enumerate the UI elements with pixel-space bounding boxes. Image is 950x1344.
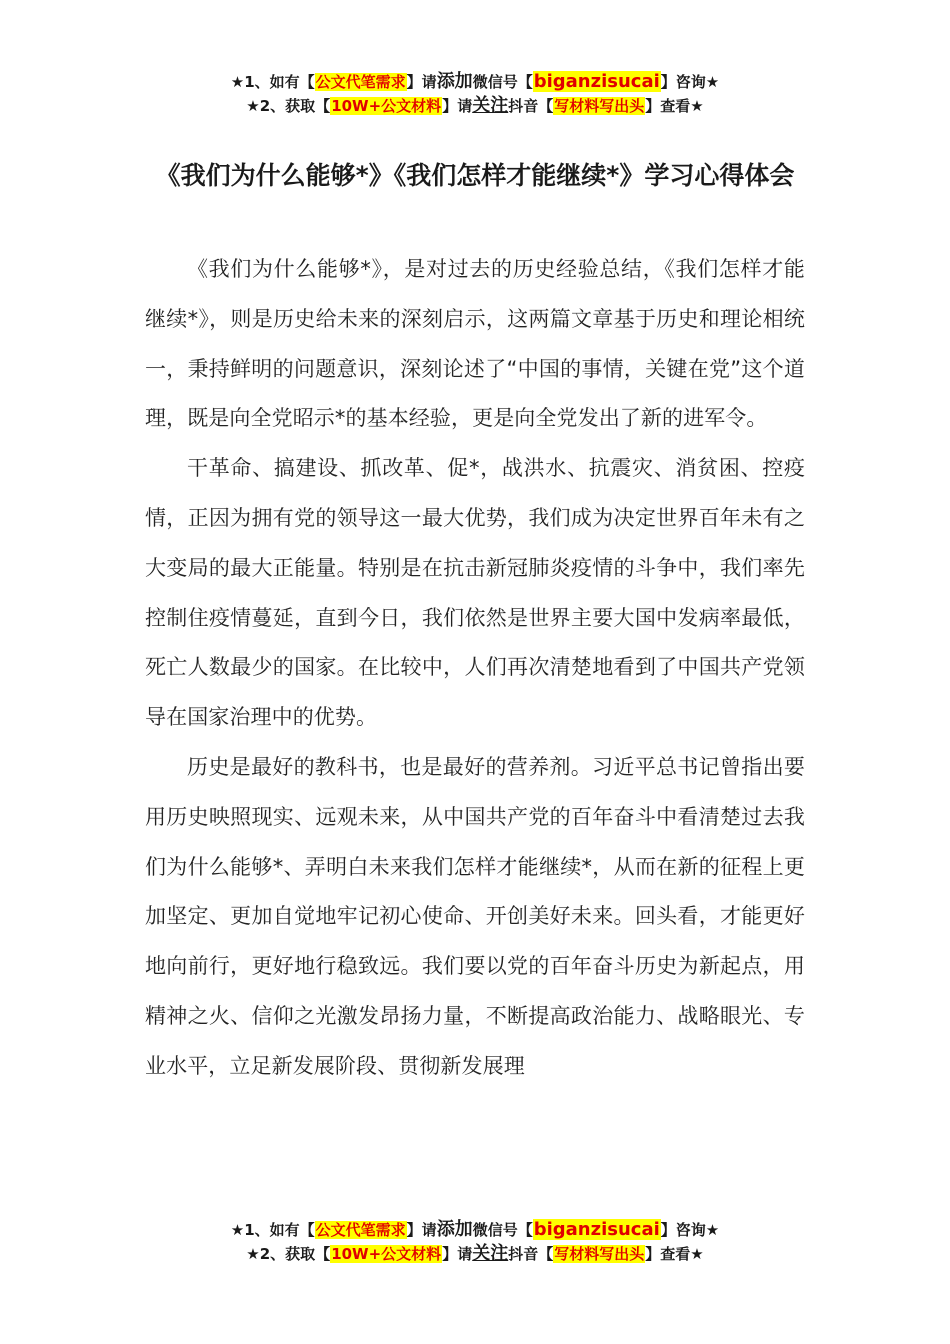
banner-emphasis: 添加 [436, 1219, 473, 1240]
banner-line-1 [0, 70, 950, 94]
banner-text: 】请 [406, 73, 437, 91]
paragraph-3: 历史是最好的教科书，也是最好的营养剂。习近平总书记曾指出要用历史映照现实、远观未来，从中国共产党的百年奋斗中看清楚过去我们为什么能够*、弄明白未来我们怎样才能继续*，从而在新的征程上更加坚定、更加自觉地牢记初心使命、开创美好未来。回头看，才能更好地向前行，更好地行稳致远。我们要以党的百年奋斗历史为新起点，用精神之火、信仰之光激发昂扬力量，不断提高政治能力、战略眼光、专业水平，立足新发展阶段、贯彻新发展理 [145, 754, 805, 1078]
banner-emphasis: 关注 [472, 1243, 509, 1264]
footer-banner [0, 1218, 950, 1266]
banner-wechat-id: biganzisucai [533, 1219, 660, 1240]
paragraph-1: 《我们为什么能够*》，是对过去的历史经验总结，《我们怎样才能继续*》，则是历史给未来的深刻启示，这两篇文章基于历史和理论相统一，秉持鲜明的问题意识，深刻论述了“中国的事情，关键在党”这个道理，既是向全党昭示*的基本经验，更是向全党发出了新的进军令。 [145, 257, 805, 431]
banner-line-2 [0, 94, 950, 118]
banner-emphasis: 关注 [472, 95, 509, 116]
document-title: 《我们为什么能够*》《我们怎样才能继续*》学习心得体会 [155, 160, 795, 190]
banner-text: 】查看★ [645, 1245, 704, 1263]
banner-douyin-name: 写材料写出头 [554, 1245, 645, 1263]
banner-text: ★1、如有【 [230, 73, 315, 91]
paragraph-2: 干革命、搞建设、抓改革、促*，战洪水、抗震灾、消贫困、控疫情，正因为拥有党的领导这一最大优势，我们成为决定世界百年未有之大变局的最大正能量。特别是在抗击新冠肺炎疫情的斗争中，我们率先控制住疫情蔓延，直到今日，我们依然是世界主要大国中发病率最低，死亡人数最少的国家。在比较中，人们再次清楚地看到了中国共产党领导在国家治理中的优势。 [145, 456, 805, 730]
banner-text: 】请 [406, 1221, 437, 1239]
banner-wechat-id: biganzisucai [533, 71, 660, 92]
banner-line-2 [0, 1242, 950, 1266]
banner-text: ★2、获取【 [246, 1245, 331, 1263]
banner-text: 】咨询★ [660, 1221, 720, 1239]
banner-highlight: 10W+公文材料 [331, 1245, 442, 1263]
banner-text: 抖音【 [508, 97, 554, 115]
banner-text: 】请 [442, 97, 473, 115]
banner-douyin-name: 写材料写出头 [554, 97, 645, 115]
banner-text: ★1、如有【 [230, 1221, 315, 1239]
banner-emphasis: 添加 [436, 71, 473, 92]
banner-text: 】咨询★ [660, 73, 720, 91]
banner-highlight: 10W+公文材料 [331, 97, 442, 115]
banner-highlight: 公文代笔需求 [315, 73, 406, 91]
banner-highlight: 公文代笔需求 [315, 1221, 406, 1239]
banner-text: ★2、获取【 [246, 97, 331, 115]
banner-text: 微信号【 [472, 73, 533, 91]
document-body [145, 245, 805, 1092]
header-banner [0, 70, 950, 118]
banner-text: 】查看★ [645, 97, 704, 115]
banner-text: 抖音【 [508, 1245, 554, 1263]
banner-line-1 [0, 1218, 950, 1242]
banner-text: 】请 [442, 1245, 473, 1263]
banner-text: 微信号【 [472, 1221, 533, 1239]
